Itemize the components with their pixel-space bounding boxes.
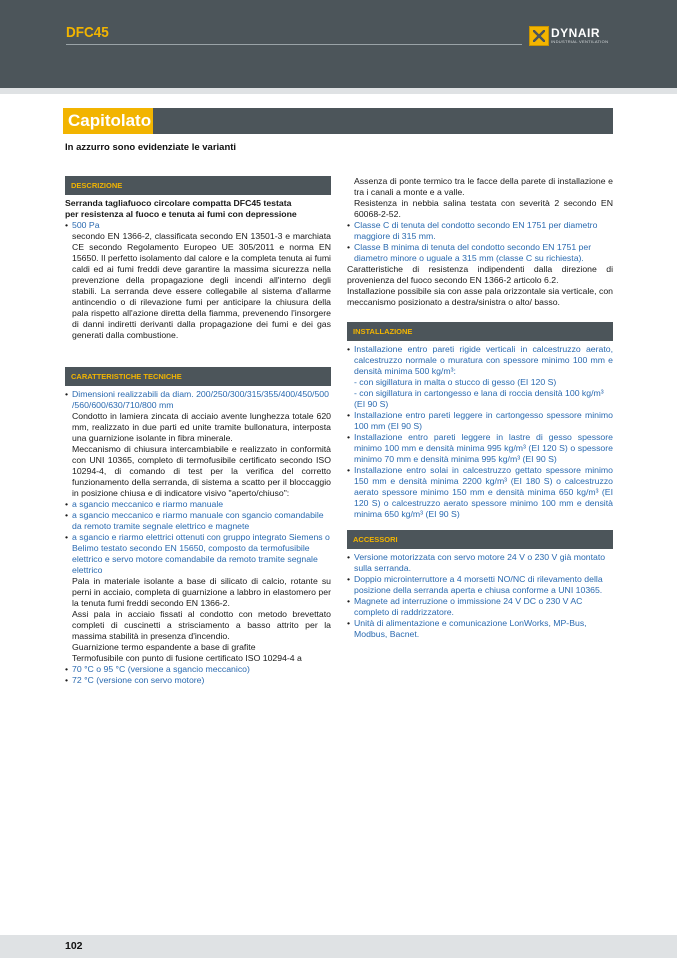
paragraph: Guarnizione termo espandente a base di grafite (72, 642, 256, 652)
list-item: • Doppio microinterruttore a 4 morsetti NO/NC di rilevamento della posizione della serranda aperta e chiusa conforme a UNI 10365. (347, 574, 613, 596)
paragraph: Assi pala in acciaio fissati al condotto con metodo brevettato completi di cuscinetti a strisciamento a basso attrito per la massima stabilità in presenza d'incendio. (72, 609, 331, 641)
paragraph: Caratteristiche di resistenza indipendenti dalla direzione di provenienza del fuoco secondo EN 1366-2 articolo 6.2. (347, 264, 613, 285)
header-rule (66, 44, 522, 45)
list-item: • Installazione entro pareti leggere in cartongesso spessore minimo 100 mm (EI 90 S) (347, 410, 613, 432)
list-item: • Installazione entro solai in calcestruzzo gettato spessore minimo 150 mm e densità minima 2200 kg/m³ (EI 180 S) o calcestruzzo aerato spessore minimo 150 mm e densità minima 650 kg/m³ (EI 120 S) o calcestruzzo aerato spessore minimo 100 mm e densità minima 650 kg/m³ (EI 90 S) (347, 465, 613, 520)
section-heading-caratteristiche: CARATTERISTICHE TECNICHE (65, 367, 331, 386)
model-title: DFC45 (66, 24, 109, 41)
list-item: • a sgancio e riarmo elettrici ottenuti con gruppo integrato Siemens o Belimo testato secondo EN 15650, composto da termofusibile elettrico e servo motore comandabile da remoto tramite segnale elettrico (65, 532, 331, 576)
list-item: • Versione motorizzata con servo motore 24 V o 230 V già montato sulla serranda. (347, 552, 613, 574)
page-number: 102 (65, 940, 83, 952)
paragraph: Condotto in lamiera zincata di acciaio avente lunghezza totale 620 mm, realizzato in due parti ed unite tramite bullonatura, interposta una guarnizione isolante in fibra minerale. (72, 411, 331, 443)
logo-mark-icon (529, 26, 549, 46)
right-column (347, 176, 613, 640)
paragraph: Assenza di ponte termico tra le facce della parete di installazione e tra i canali a monte e a valle. (354, 176, 613, 197)
section-title: Capitolato (63, 108, 153, 134)
paragraph: Installazione possibile sia con asse pala orizzontale sia verticale, con meccanismo posizionato a destra/sinistra o alto/ basso. (347, 286, 613, 307)
list-subitem: - con sigillatura in malta o stucco di gesso (EI 120 S) (354, 377, 557, 387)
section-heading-descrizione: DESCRIZIONE (65, 176, 331, 195)
left-column (65, 176, 331, 686)
section-heading-accessori: ACCESSORI (347, 530, 613, 549)
header-stripe (0, 88, 677, 94)
list-item: • Classe C di tenuta del condotto secondo EN 1751 per diametro maggiore di 315 mm. (347, 220, 613, 242)
page-header (0, 0, 677, 88)
brand-subtitle: INDUSTRIAL VENTILATION (551, 39, 609, 44)
paragraph: Pala in materiale isolante a base di silicato di calcio, rotante su perni in acciaio, completa di guarnizione a labbro in elastomero per la tenuta fumi freddi secondo EN 1366-2. (72, 576, 331, 608)
list-item: • Unità di alimentazione e comunicazione LonWorks, MP-Bus, Modbus, Bacnet. (347, 618, 613, 640)
list-subitem: - con sigillatura in cartongesso e lana di roccia densità 100 kg/m³ (EI 90 S) (354, 388, 604, 409)
paragraph: Resistenza in nebbia salina testata con severità 2 secondo EN 60068-2-52. (354, 198, 613, 219)
list-item: • a sgancio meccanico e riarmo manuale con sgancio comandabile da remoto tramite segnale elettrico e magnete (65, 510, 331, 532)
page-footer (0, 935, 677, 958)
list-item: • 500 Pa (65, 220, 331, 231)
section-heading-installazione: INSTALLAZIONE (347, 322, 613, 341)
list-item: • 70 °C o 95 °C (versione a sgancio meccanico) (65, 664, 331, 675)
paragraph: Termofusibile con punto di fusione certificato ISO 10294-4 a (72, 653, 302, 663)
description-body: secondo EN 1366-2, classificata secondo EN 13501-3 e marchiata CE secondo Regolamento Europeo UE 305/2011 e norma EN 15650. Il perfetto isolamento dal calore e la completa tenuta ai fumi caldi ed ai fumi freddi deve garantire la massima sicurezza nella prevenzione della propagazione degli incendi all'interno degli stabili. La serranda deve essere collegabile al sistema d'allarme antincendio o di rilevazione fumi per anticipare la chiusura della pala rispetto all'azione diretta della fiamma, prevenendo l'insorgere di danni indiretti derivanti dalla propagazione dei fumi e dei gas generati dalla combustione. (72, 231, 331, 340)
section-title-bar (63, 108, 613, 134)
brand-name: DYNAIR (551, 26, 601, 40)
list-item: • Classe B minima di tenuta del condotto secondo EN 1751 per diametro minore o uguale a 315 mm (classe C su richiesta). (347, 242, 613, 264)
paragraph: Meccanismo di chiusura intercambiabile e realizzato in conformità con UNI 10365, completo di termofusibile certificato secondo ISO 10294-4, di comando di test per la verifica del corretto funzionamento della serranda, di sistema a scatto per il bloccaggio in posizione chiusa e di indicatore visivo "aperto/chiuso": (72, 444, 331, 498)
list-item: • a sgancio meccanico e riarmo manuale (65, 499, 331, 510)
description-title-line1: Serranda tagliafuoco circolare compatta DFC45 testata (65, 198, 292, 208)
variants-note: In azzurro sono evidenziate le varianti (65, 142, 237, 153)
list-item: • Installazione entro pareti rigide verticali in calcestruzzo aerato, calcestruzzo normale o muratura con spessore minimo 100 mm e densità minima 500 kg/m³: (347, 344, 613, 377)
list-item: • 72 °C (versione con servo motore) (65, 675, 331, 686)
list-item: • Dimensioni realizzabili da diam. 200/250/300/315/355/400/450/500 /560/600/630/710/800 mm (65, 389, 331, 411)
list-item: • Installazione entro pareti leggere in lastre di gesso spessore minimo 100 mm e densità minima 995 kg/m³ (EI 120 S) o spessore minimo 70 mm e densità minima 995 kg/m³ (EI 90 S) (347, 432, 613, 465)
list-item: • Magnete ad interruzione o immissione 24 V DC o 230 V AC completo di raddrizzatore. (347, 596, 613, 618)
brand-logo (529, 26, 621, 46)
description-title-line2: per resistenza al fuoco e tenuta ai fumi con depressione (65, 209, 297, 219)
